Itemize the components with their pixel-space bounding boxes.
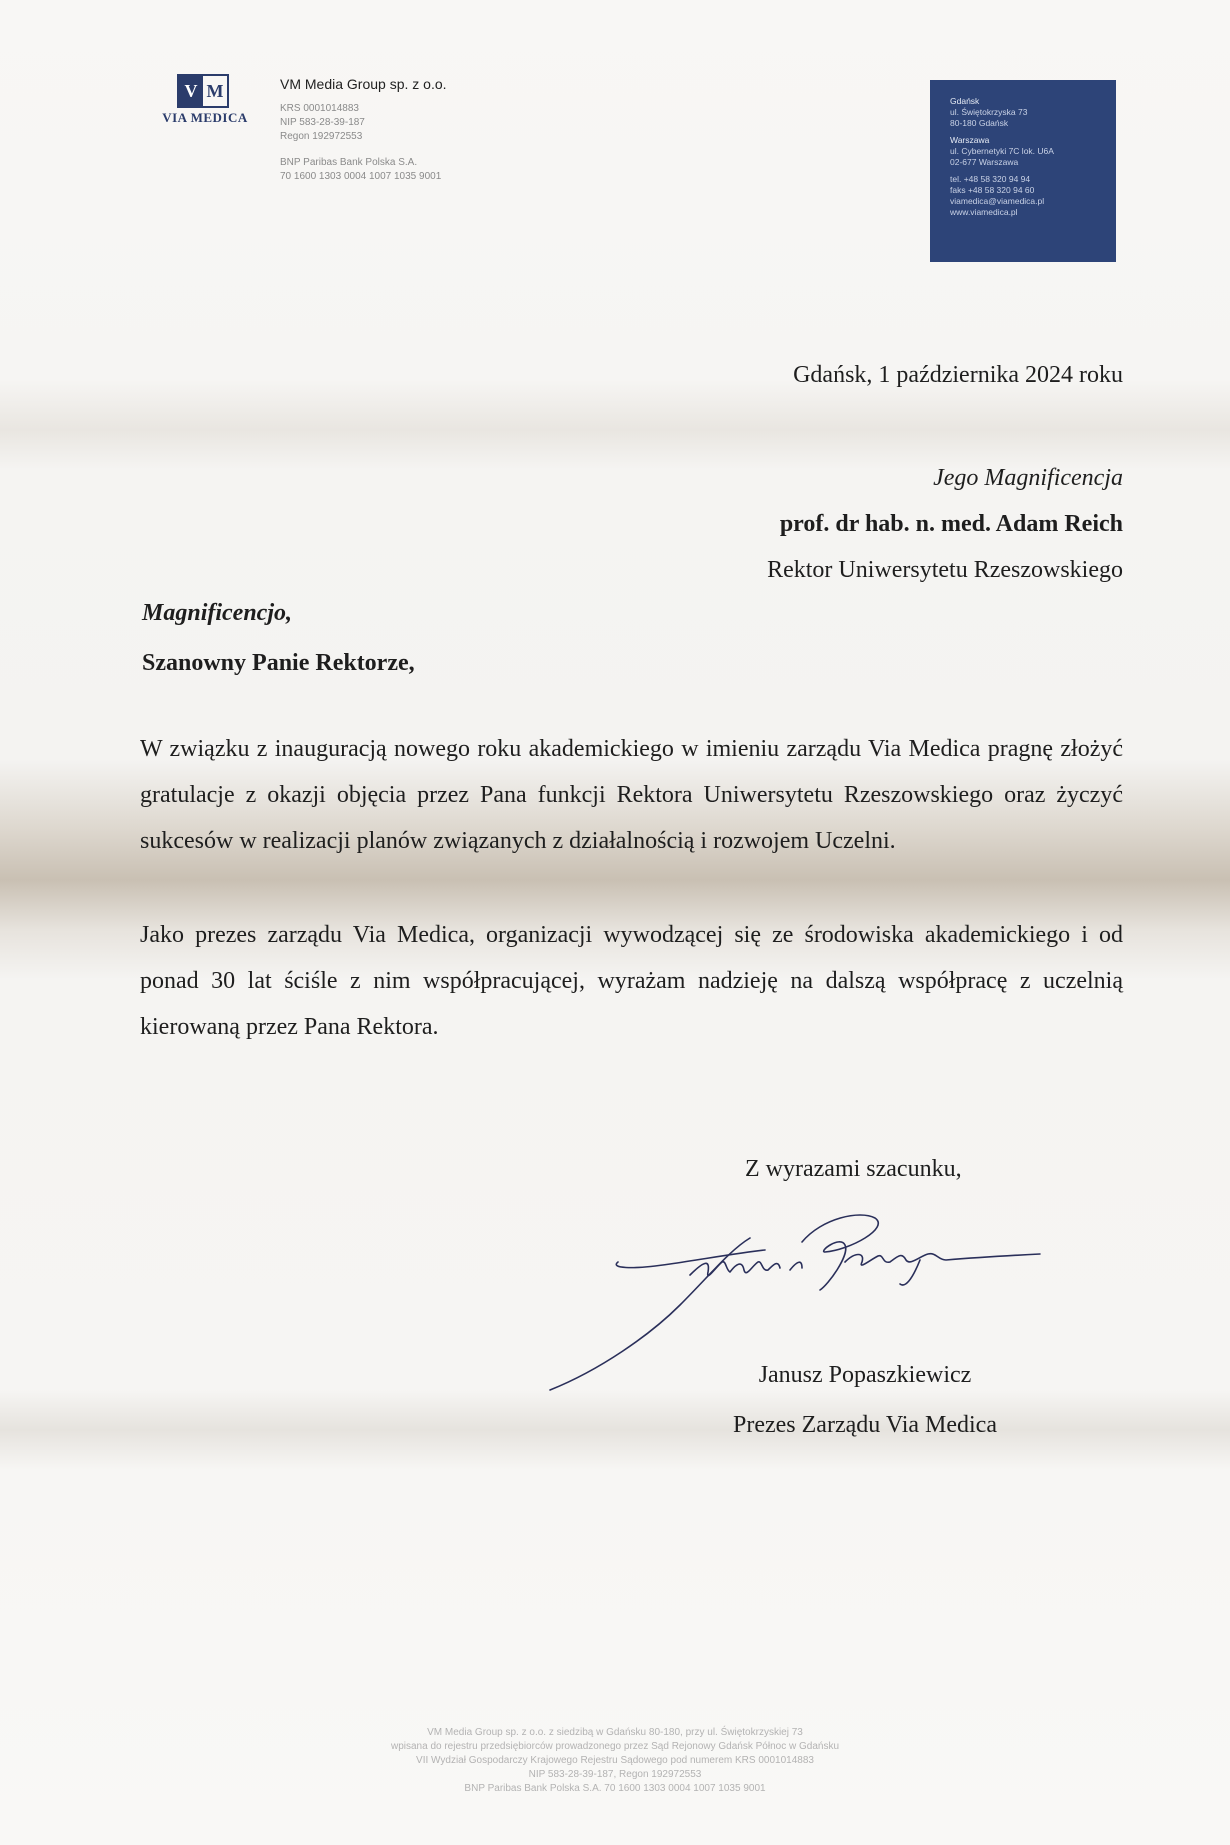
company-regon: Regon 192972553 [280,131,363,142]
address-city-gdansk: Gdańsk [950,96,980,106]
company-krs: KRS 0001014883 [280,103,359,114]
salutation-line-2: Szanowny Panie Rektorze, [142,650,415,676]
letter-footer [300,1726,930,1796]
signer-role: Prezes Zarządu Via Medica [733,1412,997,1438]
company-info [280,76,540,184]
address-city-warszawa: Warszawa [950,135,990,145]
address-email: viamedica@viamedica.pl [950,196,1045,206]
logo-mark [177,74,229,108]
address-postal-warszawa: 02-677 Warszawa [950,157,1019,167]
footer-line-2: wpisana do rejestru przedsiębiorców prowadzonego przez Sąd Rejonowy Gdańsk Północ w Gdańsku [390,1741,840,1752]
closing-line: Z wyrazami szacunku, [745,1156,962,1182]
logo-wordmark: VIA MEDICA [162,110,248,125]
recipient-name: prof. dr hab. n. med. Adam Reich [779,511,1123,537]
letter-date: Gdańsk, 1 października 2024 roku [793,362,1123,388]
company-name: VM Media Group sp. z o.o. [280,76,447,92]
salutation-line-1: Magnificencjo, [142,600,292,626]
address-fax: faks +48 58 320 94 60 [950,185,1035,195]
address-street-gdansk: ul. Świętokrzyska 73 [950,107,1028,117]
footer-line-3: VII Wydział Gospodarczy Krajowego Rejestru Sądowego pod numerem KRS 0001014883 [416,1755,814,1766]
salutation-block [142,588,415,688]
recipient-block [767,455,1123,593]
address-tel: tel. +48 58 320 94 94 [950,174,1031,184]
logo-letter-m: M [206,81,224,101]
via-medica-logo [155,74,255,128]
body-paragraph-1: W związku z inauguracją nowego roku akademickiego w imieniu zarządu Via Medica pragnę złożyć gratulacje z okazji objęcia przez Pana funkcji Rektora Uniwersytetu Rzeszowskiego oraz życzyć sukcesów w realizacji planów związanych z działalnością i rozwojem Uczelni. [140,736,1123,854]
signer-block [680,1350,1050,1450]
address-box [930,80,1116,262]
body-paragraph-2: Jako prezes zarządu Via Medica, organizacji wywodzącej się ze środowiska akademickiego i od ponad 30 lat ściśle z nim współpracującej, wyrażam nadzieję na dalszą współpracę z uczelnią kierowaną przez Pana Rektora. [140,922,1123,1040]
signer-name: Janusz Popaszkiewicz [758,1362,972,1388]
logo-letter-v: V [179,76,203,106]
address-web: www.viamedica.pl [950,207,1018,217]
address-postal-gdansk: 80-180 Gdańsk [950,118,1009,128]
company-account: 70 1600 1303 0004 1007 1035 9001 [280,171,442,182]
footer-line-5: BNP Paribas Bank Polska S.A. 70 1600 1303 0004 1007 1035 9001 [464,1783,766,1794]
recipient-title: Jego Magnificencja [933,465,1123,491]
footer-line-4: NIP 583-28-39-187, Regon 192972553 [528,1769,702,1780]
footer-line-1: VM Media Group sp. z o.o. z siedzibą w Gdańsku 80-180, przy ul. Świętokrzyskiej 73 [427,1727,803,1738]
company-bank: BNP Paribas Bank Polska S.A. [280,157,418,168]
company-nip: NIP 583-28-39-187 [280,117,365,128]
recipient-role: Rektor Uniwersytetu Rzeszowskiego [767,557,1123,583]
address-street-warszawa: ul. Cybernetyki 7C lok. U6A [950,146,1054,156]
